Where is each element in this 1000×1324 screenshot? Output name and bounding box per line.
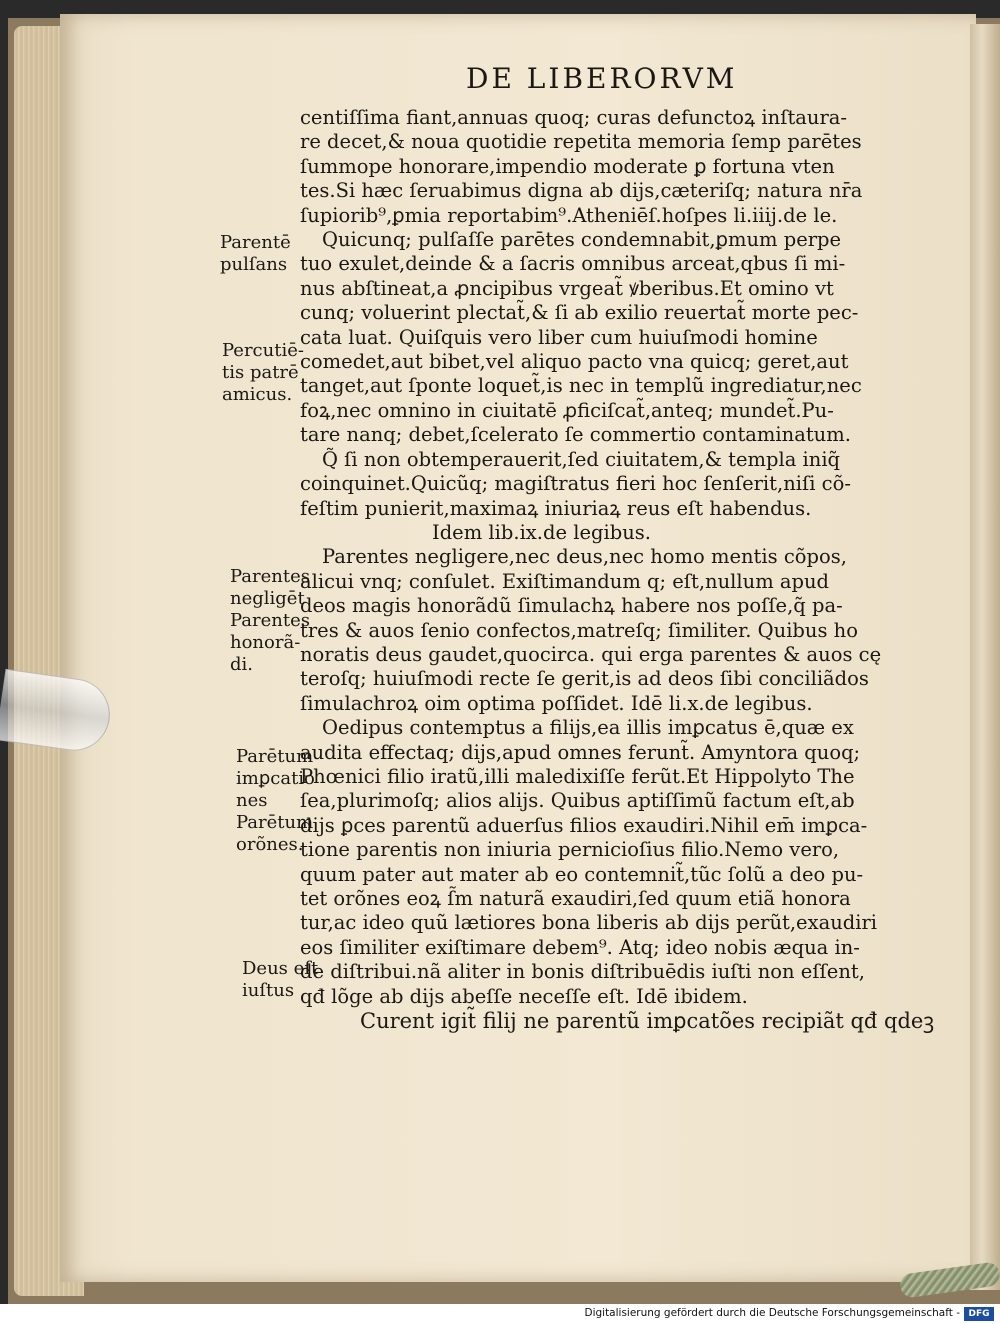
page-edges-right [970,24,1000,1290]
marginal-note: Deus eſt iuſtus [242,958,319,1001]
text-line: alicui vnq; conſulet. Exiſtimandum q; eſt,nullum apud [300,569,830,593]
text-line: coinquinet.Quicũq; magiſtratus fieri hoc ſenſerit,niſi cõ- [300,472,851,496]
text-line: feſtim punierit,maximaꝝ iniuriaꝝ reus eſt habendus. [300,496,812,520]
text-line: Phœnici filio iratũ,illi maledixiſſe ferũt.Et Hippolyto The [300,764,855,788]
text-line: teroſq; huiuſmodi recte ſe gerit,is ad deos ſibi conciliãdos [300,667,869,691]
marginal-note: Parentē pulſans [220,232,291,275]
marginal-note: Parentes negligēt Parentes honorã- di. [230,566,311,675]
marginal-note: Parētum imꝑcatio nes Parētum orõnes. [236,746,315,855]
running-head: DE LIBERORVM [466,62,738,95]
funding-credit: Digitalisierung gefördert durch die Deutsche Forschungsgemeinschaft - [584,1307,960,1319]
text-line: tuo exulet,deinde & a ſacris omnibus arceat,qbus ſi mi- [300,252,846,276]
text-line: qđ lõge ab dijs abeſſe neceſſe eſt. Idē ibidem. [300,984,748,1008]
text-line: Parentes negligere,nec deus,nec homo mentis cõpos, [322,545,847,569]
text-line: tet orõnes eoꝝ ſ̃m naturã exaudiri,ſed quum etiã honora [300,887,851,910]
text-line: centiſſima fiant,annuas quoq; curas defunctoꝝ inſtaura- [300,106,847,129]
text-line: tanget,aut ſponte loquet̃,is nec in templũ ingrediatur,nec [300,374,862,398]
footer-bar [0,1304,1000,1324]
text-line: deos magis honorãdũ ſimulachꝝ habere nos poſſe,q̃ pa- [300,594,843,618]
dfg-logo-icon: DFG [964,1307,994,1321]
text-line: cata luat. Quiſquis vero liber cum huiuſmodi homine [300,325,818,349]
text-line: de diſtribui.nã aliter in bonis diſtribuēdis iuſti non eſſent, [300,960,865,984]
text-line: tione parentis non iniuria pernicioſius filio.Nemo vero, [300,838,840,862]
text-line: ſupiorib⁹,ꝑmia reportabim⁹.Atheniēſ.hoſpes li.iiij.de le. [300,203,838,227]
text-line: tres & auos ſenio confectos,matreſq; ſimiliter. Quibus ho [300,618,858,642]
text-line: noratis deus gaudet,quocirca. qui erga parentes & auos cę [300,642,882,666]
text-line: ſimulachroꝝ oim optima poſſidet. Idē li.x.de legibus. [300,691,813,715]
text-line: quum pater aut mater ab eo contemnit̃,tũc ſolũ a deo pu- [300,862,864,886]
text-line: eos ſimiliter exiſtimare debem⁹. Atq; ideo nobis æqua in- [300,935,860,959]
text-line: ſea,plurimoſq; alios alijs. Quibus aptiſſimũ factum eſt,ab [300,789,855,813]
text-line: tes.Si hæc ſeruabimus digna ab dijs,cæteriſq; natura nr̄a [300,179,863,203]
text-line: dijs ꝑces parentũ aduerſus filios exaudiri.Nihil em̄ imꝑca- [300,813,868,837]
main-text-block [300,106,935,1034]
text-line: comedet,aut bibet,vel aliquo pacto vna quicq; geret,aut [300,350,849,374]
section-heading: Idem lib.ix.de legibus. [432,520,651,544]
text-line: re decet,& noua quotidie repetita memoria ſemp parētes [300,130,862,154]
text-line: foꝝ,nec omnino in ciuitatē ꝓficiſcat̃,anteq; mundet̃.Pu- [300,398,834,422]
text-line: tur,ac ideo quũ lætiores bona liberis ab dijs perũt,exaudiri [300,911,878,935]
text-line: tare nanq; debet,ſcelerato ſe commertio contaminatum. [300,423,851,447]
text-line: Quicunq; pulſaſſe parētes condemnabit,ꝑmum perpe [322,228,842,252]
text-line: Q̃ ſi non obtemperauerit,ſed ciuitatem,& templa iniq̃ [322,447,841,471]
text-line: cunq; voluerint plectat̃,& ſi ab exilio reuertat̃ morte pec- [300,301,859,325]
text-line: Oedipus contemptus a filijs,ea illis imꝑcatus ē,quæ ex [322,716,854,740]
text-line: nus abſtineat,a ꝓncipibus vrgeat̃ ꝟberibus.Et omino vt [300,276,834,300]
text-line: Curent igit̃ filij ne parentũ imꝑcatões recipiãt qđ qdeꝫ [360,1009,935,1034]
marginal-note: Percutiē- tis patrē amicus. [222,340,304,405]
text-line: ſummope honorare,impendio moderate ꝑ fortuna vten [300,154,835,178]
text-line: audita effectaq; dijs,apud omnes ferunt̃. Amyntora quoq; [300,740,861,764]
